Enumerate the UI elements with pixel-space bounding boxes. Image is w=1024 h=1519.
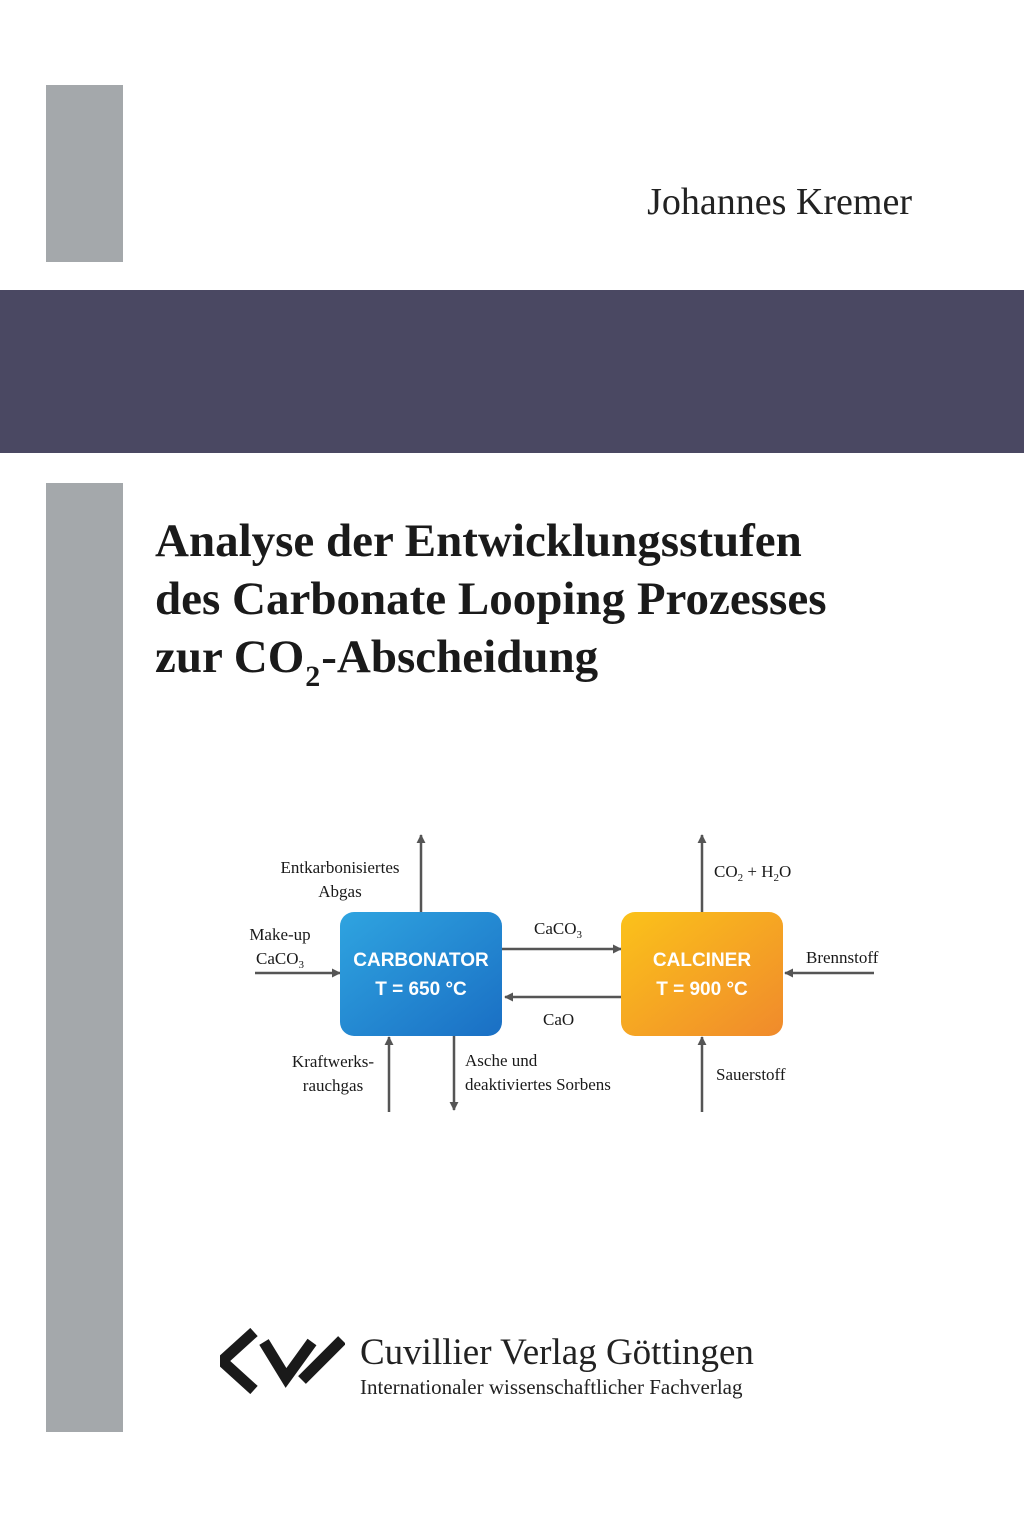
label-sorbens: deaktiviertes Sorbens <box>465 1075 611 1094</box>
label-entkarbonisiertes: Entkarbonisiertes <box>280 858 400 877</box>
title-line-3-post: -Abscheidung <box>321 631 599 683</box>
title-line-1: Analyse der Entwicklungsstufen <box>155 515 802 567</box>
label-makeup-caco3: CaCO$_3$ <box>256 949 304 971</box>
label-caco3-flow: CaCO$_3$ <box>534 919 582 941</box>
title-line-2: des Carbonate Looping Prozesses <box>155 573 827 625</box>
publisher-name: Cuvillier Verlag Göttingen <box>360 1332 754 1373</box>
label-rauchgas: rauchgas <box>302 1076 364 1095</box>
publisher-block <box>360 1332 754 1400</box>
carbonator-box <box>340 912 502 1036</box>
label-brennstoff: Brennstoff <box>806 948 879 967</box>
calciner-box <box>621 912 783 1036</box>
label-kraftwerks: Kraftwerks- <box>291 1052 375 1071</box>
carbonator-name: CARBONATOR <box>353 950 489 971</box>
title-subscript: 2 <box>305 660 321 693</box>
label-co2-h2o: $CO_2 + H_2O$ <box>714 862 792 884</box>
label-asche: Asche und <box>465 1051 538 1070</box>
title-line-3-pre: zur CO <box>155 631 305 683</box>
label-makeup: Make-up <box>249 925 311 944</box>
label-abgas: Abgas <box>318 882 362 901</box>
calciner-name: CALCINER <box>652 950 752 971</box>
carbonator-temp: T = 650 °C <box>375 979 467 1000</box>
author-name: Johannes Kremer <box>647 181 912 223</box>
cuvillier-logo-icon <box>220 1328 345 1394</box>
calciner-temp: T = 900 °C <box>656 979 748 1000</box>
label-cao-flow: CaO <box>543 1010 575 1029</box>
label-sauerstoff: Sauerstoff <box>716 1065 786 1084</box>
publisher-tagline: Internationaler wissenschaftlicher Fachverlag <box>360 1375 743 1399</box>
